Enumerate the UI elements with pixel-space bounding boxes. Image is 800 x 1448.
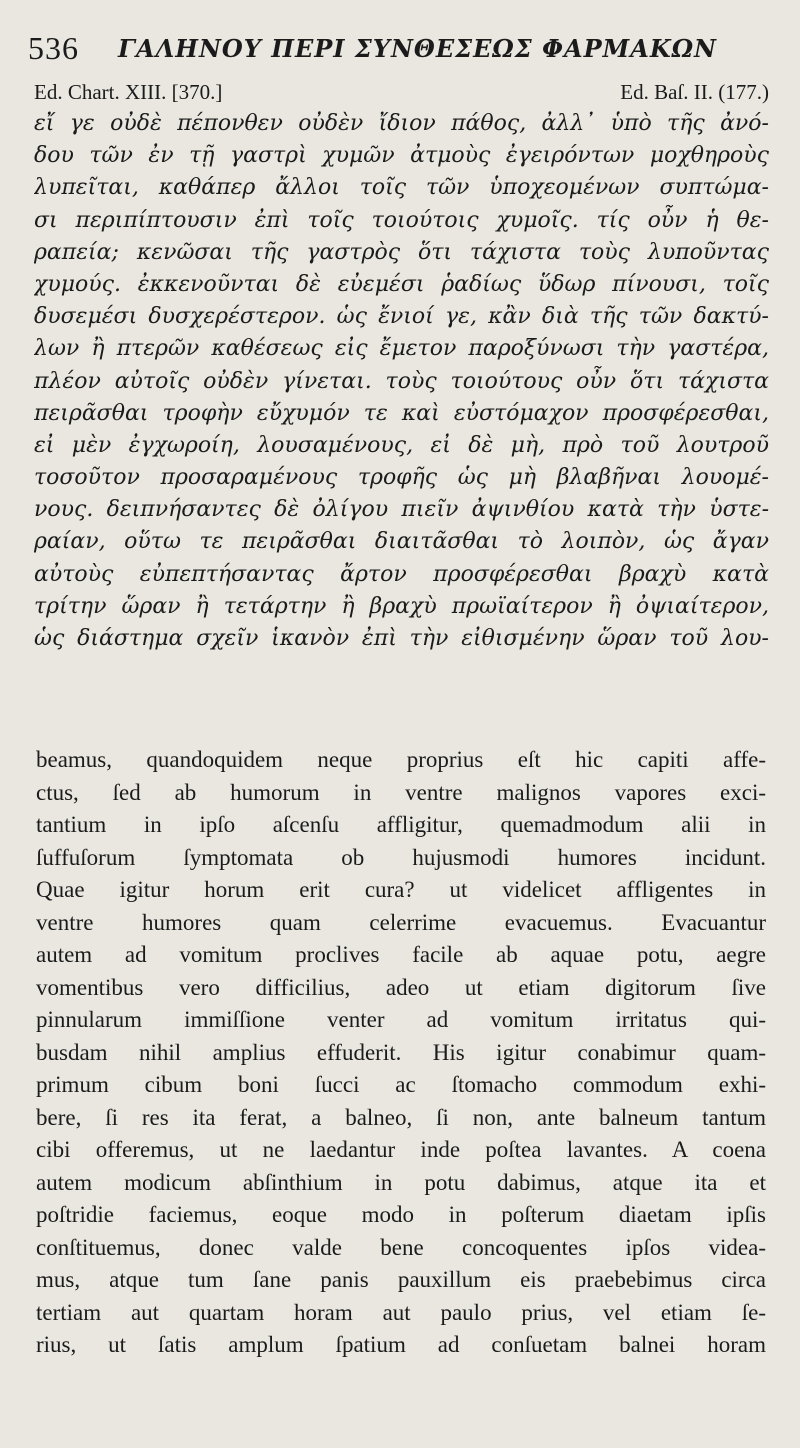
latin-line: pinnularum immiſſione venter ad vomitum irritatus qui- (36, 1007, 766, 1032)
greek-line: δου τῶν ἐν τῇ γαστρὶ χυμῶν ἀτμοὺς ἐγειρόντων μοχθηροὺς (34, 143, 769, 169)
latin-line: busdam nihil amplius effuderit. His igitur conabimur quam- (36, 1039, 766, 1065)
greek-line: χυμούς. ἐκκενοῦνται δὲ εὐεμέσι ῥαδίως ὕδωρ πίνουσι, τοῖς (34, 271, 769, 297)
latin-line: ventre humores quam celerrime evacuemus. Evacuantur (36, 909, 766, 935)
greek-line: λων ἢ πτερῶν καθέσεως εἰς ἔμετον παροξύνωσι τὴν γαστέρα, (34, 336, 769, 362)
greek-line: σι περιπίπτουσιν ἐπὶ τοῖς τοιούτοις χυμοῖς. τίς οὖν ἡ θε- (34, 207, 769, 233)
latin-line: beamus, quandoquidem neque proprius eſt hic capiti affe- (36, 747, 766, 772)
edition-references (34, 80, 769, 110)
page-header (28, 24, 773, 68)
greek-line: ραίαν, οὕτω τε πειρᾶσθαι διαιτᾶσθαι τὸ λοιπὸν, ὡς ἄγαν (34, 529, 769, 555)
latin-line: poſtridie faciemus, eoque modo in poſterum diaetam ipſis (36, 1202, 766, 1227)
greek-line: λυπεῖται, καθάπερ ἄλλοι τοῖς τῶν ὑποχεομένων συπτώμα- (34, 175, 769, 201)
latin-line: conſtituemus, donec valde bene concoquentes ipſos videa- (36, 1234, 766, 1260)
edition-chartier: Ed. Chart. XIII. [370.] (34, 80, 223, 104)
greek-line: τρίτην ὥραν ἢ τετάρτην ἢ βραχὺ πρωϊαίτερον ἢ ὀψιαίτερον, (34, 593, 769, 619)
greek-line: εἰ μὲν ἐγχωροίη, λουσαμένους, εἰ δὲ μὴ, πρὸ τοῦ λουτροῦ (34, 432, 769, 458)
latin-line: primum cibum boni ſucci ac ſtomacho commodum exhi- (36, 1072, 766, 1097)
greek-line: πλέον αὐτοῖς οὐδὲν γίνεται. τοὺς τοιούτους οὖν ὅτι τάχιστα (34, 368, 769, 394)
latin-line: ſuffuſorum ſymptomata ob hujusmodi humores incidunt. (36, 844, 766, 870)
latin-line: autem modicum abſinthium in potu dabimus, atque ita et (36, 1169, 766, 1195)
latin-line: cibi offeremus, ut ne laedantur inde poſtea lavantes. A coena (36, 1137, 766, 1162)
latin-line: rius, ut ſatis amplum ſpatium ad conſuetam balnei horam (36, 1332, 766, 1357)
greek-line: αὐτοὺς εὐπεπτήσαντας ἄρτον προσφέρεσθαι βραχὺ κατὰ (34, 561, 769, 587)
edition-basel: Ed. Baſ. II. (177.) (620, 80, 769, 104)
latin-line: ctus, ſed ab humorum in ventre malignos vapores exci- (36, 779, 766, 805)
latin-line: vomentibus vero difficilius, adeo ut etiam digitorum ſive (36, 974, 766, 1000)
greek-line: νους. δειπνήσαντες δὲ ὀλίγου πιεῖν ἀψινθίου κατὰ τὴν ὑστε- (34, 497, 769, 523)
latin-text-block (36, 744, 766, 1362)
greek-line: τοσοῦτον προσαραμένους τροφῆς ὡς μὴ βλαβῆναι λουομέ- (34, 465, 769, 491)
greek-line: ραπεία; κενῶσαι τῆς γαστρὸς ὅτι τάχιστα τοὺς λυποῦντας (34, 239, 769, 265)
greek-line: εἴ γε οὐδὲ πέπονθεν οὐδὲν ἴδιον πάθος, ἀλλ᾽ ὑπὸ τῆς ἀνό- (34, 111, 769, 136)
greek-line: δυσεμέσι δυσχερέστερον. ὡς ἔνιοί γε, κἂν διὰ τῆς τῶν δακτύ- (34, 304, 769, 330)
running-title: ΓΑΛΗΝΟΥ ΠΕΡΙ ΣΥΝΘΕΣΕΩΣ ΦΑΡΜΑΚΩΝ (118, 34, 717, 63)
greek-line: ὡς διάστημα σχεῖν ἱκανὸν ἐπὶ τὴν εἰθισμένην ὥραν τοῦ λου- (34, 626, 769, 651)
latin-line: bere, ſi res ita ferat, a balneo, ſi non, ante balneum tantum (36, 1104, 766, 1130)
greek-text-block (34, 108, 769, 655)
latin-line: tantium in ipſo aſcenſu affligitur, quemadmodum alii in (36, 812, 766, 837)
latin-line: Quae igitur horum erit cura? ut videlicet affligentes in (36, 877, 766, 902)
page-number: 536 (28, 30, 79, 66)
greek-line: πειρᾶσθαι τροφὴν εὔχυμόν τε καὶ εὐστόμαχον προσφέρεσθαι, (34, 400, 769, 426)
latin-line: tertiam aut quartam horam aut paulo prius, vel etiam ſe- (36, 1299, 766, 1325)
latin-line: autem ad vomitum proclives facile ab aquae potu, aegre (36, 942, 766, 967)
latin-line: mus, atque tum ſane panis pauxillum eis praebebimus circa (36, 1267, 766, 1292)
